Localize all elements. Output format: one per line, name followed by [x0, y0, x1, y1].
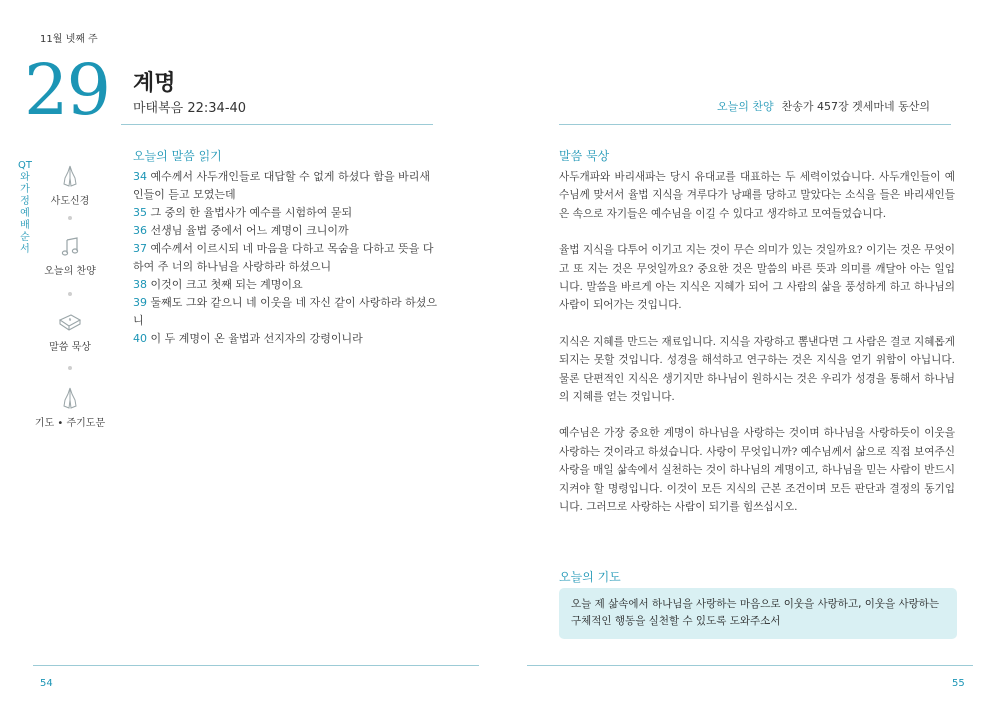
verse-number: 36: [133, 224, 147, 237]
verse-text: 그 중의 한 율법사가 예수를 시험하여 묻되: [147, 206, 353, 219]
verse-text: 선생님 율법 중에서 어느 계명이 크니이까: [147, 224, 349, 237]
verse-number: 37: [133, 242, 147, 255]
step-hymn: [20, 236, 120, 277]
verse: [133, 222, 438, 240]
page-title: 계명: [133, 71, 176, 96]
footer-rule-right: [527, 665, 973, 666]
page-number-right: 55: [952, 678, 965, 689]
step-meditation: [20, 312, 120, 353]
step-separator-dot: [68, 216, 72, 220]
step-separator-dot: [68, 292, 72, 296]
meditation-paragraph: 율법 지식을 다투어 이기고 지는 것이 무슨 의미가 있는 것일까요? 이기는 것은 무엇이고 또 지는 것은 무엇일까요? 중요한 것은 말씀의 바른 뜻과 의미를 깨달아 아는 일입니다. 말씀을 바르게 아는 지식은 지혜가 되어 그 사람의 삶을 풍성하게 하고 하나님의 사람이 되어가는 것입니다.: [559, 244, 955, 312]
prayer-text: 오늘 제 삶속에서 하나님을 사랑하는 마음으로 이웃을 사랑하고, 이웃을 사랑하는 구체적인 행동을 실천할 수 있도록 도와주소서: [571, 598, 940, 627]
prayer-box: [559, 588, 957, 639]
bible-icon: [57, 312, 83, 334]
step-separator-dot: [68, 366, 72, 370]
verse: [133, 168, 438, 204]
verse-text: 둘째도 그와 같으니 네 이웃을 네 자신 같이 사랑하라 하셨으니: [133, 296, 437, 327]
day-number: 29: [24, 49, 110, 131]
scripture-reference: 마태복음 22:34-40: [133, 101, 247, 116]
hymn-line: [717, 98, 930, 114]
verse-number: 35: [133, 206, 147, 219]
verse-list: [133, 168, 438, 348]
music-note-icon: [59, 236, 81, 258]
verse: [133, 204, 438, 222]
prayer-title: 오늘의 기도: [559, 570, 621, 584]
step-label: 기도 • 주기도문: [34, 418, 106, 429]
praying-hands-icon: [59, 386, 81, 410]
praying-hands-icon: [59, 164, 81, 188]
meditation-title: 말씀 묵상: [559, 149, 610, 163]
verse-number: 38: [133, 278, 147, 291]
page-number-left: 54: [40, 678, 53, 689]
reading-title: 오늘의 말씀 읽기: [133, 149, 222, 163]
verse-text: 예수께서 이르시되 네 마음을 다하고 목숨을 다하고 뜻을 다하여 주 너의 하나님을 사랑하라 하셨으니: [133, 242, 434, 273]
verse-text: 이것이 크고 첫째 되는 계명이요: [147, 278, 303, 291]
header-rule-left: [121, 124, 433, 125]
verse-number: 40: [133, 332, 147, 345]
verse: [133, 240, 438, 276]
verse-text: 예수께서 사두개인들로 대답할 수 없게 하셨다 함을 바리새인들이 듣고 모였는데: [133, 170, 430, 201]
verse: [133, 276, 438, 294]
meditation-body: [559, 168, 955, 535]
week-label: 11월 넷째 주: [40, 34, 98, 45]
verse: [133, 330, 438, 348]
step-label: 말씀 묵상: [49, 342, 91, 353]
verse: [133, 294, 438, 330]
step-label: 오늘의 찬양: [44, 266, 96, 277]
step-label: 사도신경: [50, 196, 90, 207]
verse-number: 34: [133, 170, 147, 183]
meditation-paragraph: 지식은 지혜를 만드는 재료입니다. 지식을 자랑하고 뽐낸다면 그 사람은 결코 지혜롭게 되지는 못할 것입니다. 성경을 해석하고 연구하는 것은 지식을 얻기 위함이 아닙니다. 물론 단편적인 지식은 생기지만 하나님이 원하시는 것은 우리가 성경을 통해서 하나님의 지혜를 얻는 것입니다.: [559, 335, 955, 404]
hymn-text: 찬송가 457장 겟세마네 동산의: [781, 100, 930, 113]
meditation-paragraph: 예수님은 가장 중요한 계명이 하나님을 사랑하는 것이며 하나님을 사랑하듯이 이웃을 사랑하는 것이라고 하셨습니다. 사랑이 무엇입니까? 예수님께서 삶으로 직접 보여주신 사랑을 매일 삶속에서 실천하는 것이 하나님의 계명이고, 하나님을 믿는 사람이 반드시 지켜야 할 명령입니다. 이것이 모든 지식의 근본 조건이며 모든 판단과 결정의 동기입니다. 그러므로 사랑하는 사람이 되기를 힘쓰십시오.: [559, 427, 955, 514]
footer-rule-left: [33, 665, 479, 666]
step-apostles-creed: [20, 164, 120, 207]
meditation-paragraph: 사두개파와 바리새파는 당시 유대교를 대표하는 두 세력이었습니다. 사두개인들이 예수님께 맞서서 율법 지식을 겨루다가 낭패를 당하고 말았다는 소식을 들은 바리새인들은 속으로 자기들은 예수님을 이길 수 있다고 생각하고 모여들었습니다.: [559, 171, 955, 220]
hymn-label: 오늘의 찬양: [716, 100, 774, 113]
side-label: QT와 가정예배 순서: [18, 160, 32, 255]
verse-number: 39: [133, 296, 147, 309]
step-prayer: [20, 386, 120, 429]
header-rule-right: [559, 124, 951, 125]
verse-text: 이 두 계명이 온 율법과 선지자의 강령이니라: [147, 332, 363, 345]
